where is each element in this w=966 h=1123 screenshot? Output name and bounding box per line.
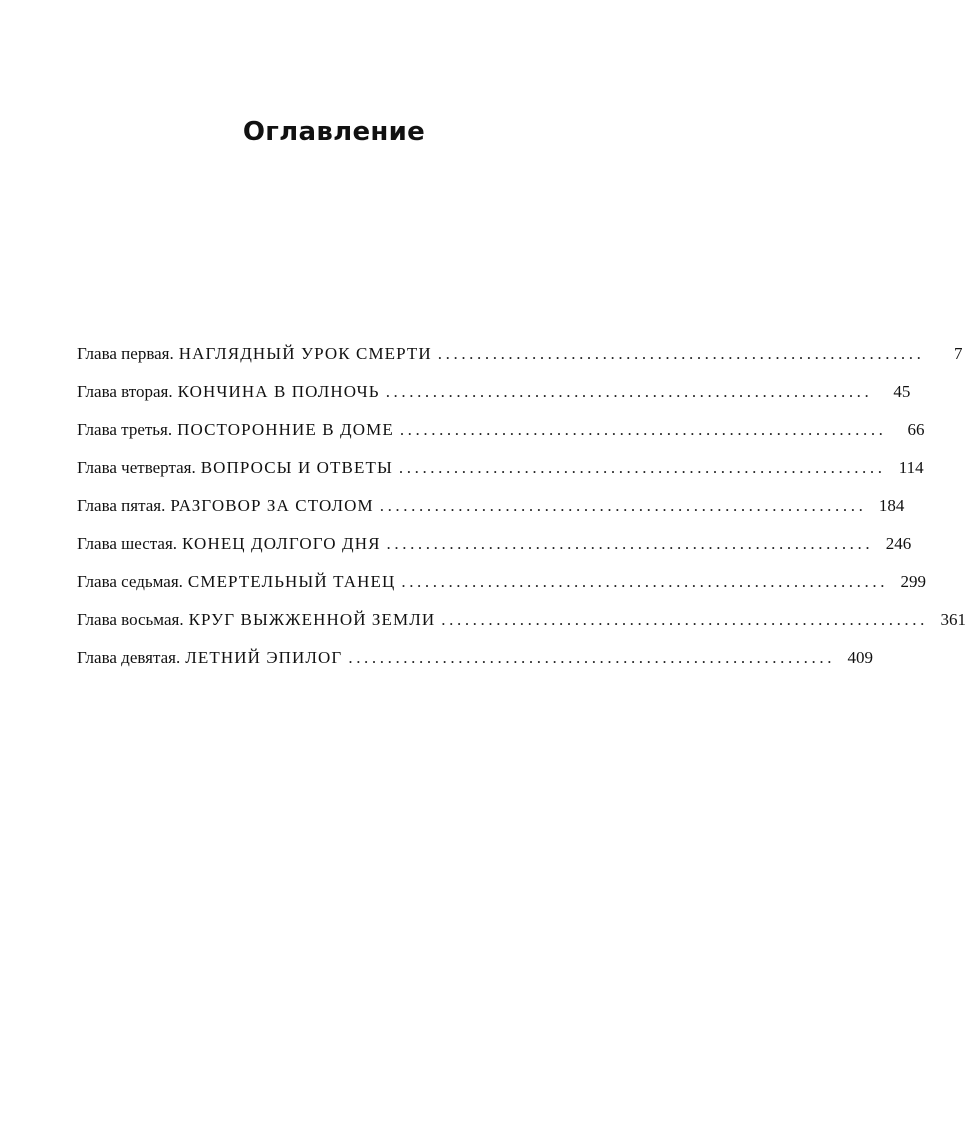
toc-dot-leader: .............................................................. <box>386 534 874 553</box>
toc-dot-leader: .............................................................. <box>401 572 889 591</box>
toc-entry <box>77 534 912 572</box>
toc-chapter-title: КОНЕЦ ДОЛГОГО ДНЯ <box>182 534 381 553</box>
toc-entry <box>77 572 927 610</box>
table-of-contents <box>77 344 966 686</box>
toc-chapter-title: КРУГ ВЫЖЖЕННОЙ ЗЕМЛИ <box>188 610 436 629</box>
toc-dot-leader: .............................................................. <box>348 648 836 667</box>
toc-chapter-title: РАЗГОВОР ЗА СТОЛОМ <box>170 496 374 515</box>
toc-entry <box>77 610 966 648</box>
toc-chapter-label: Глава четвертая. <box>77 458 196 477</box>
toc-dot-leader: .............................................................. <box>399 420 887 439</box>
toc-page-number: 409 <box>847 648 874 667</box>
toc-entry <box>77 648 874 686</box>
toc-chapter-label: Глава девятая. <box>77 648 181 667</box>
toc-chapter-title: ВОПРОСЫ И ОТВЕТЫ <box>200 458 393 477</box>
toc-chapter-label: Глава вторая. <box>77 382 173 401</box>
toc-chapter-label: Глава шестая. <box>77 534 178 553</box>
toc-dot-leader: .............................................................. <box>385 382 873 401</box>
toc-page-number: 45 <box>893 382 911 401</box>
toc-page-number: 361 <box>940 610 966 629</box>
toc-page-number: 114 <box>898 458 924 477</box>
toc-chapter-label: Глава третья. <box>77 420 173 439</box>
toc-page-number: 299 <box>900 572 927 591</box>
toc-dot-leader: .............................................................. <box>379 496 867 515</box>
toc-entry <box>77 420 925 458</box>
toc-entry <box>77 382 911 420</box>
page-title: Оглавление <box>242 117 426 148</box>
toc-page-number: 7 <box>953 344 963 363</box>
toc-page-number: 246 <box>885 534 912 553</box>
toc-page-number: 66 <box>907 420 925 439</box>
toc-entry <box>77 458 924 496</box>
toc-chapter-title: ЛЕТНИЙ ЭПИЛОГ <box>185 648 343 667</box>
toc-entry <box>77 344 963 382</box>
toc-chapter-title: ПОСТОРОННИЕ В ДОМЕ <box>177 420 394 439</box>
toc-chapter-label: Глава первая. <box>77 344 174 363</box>
toc-chapter-title: НАГЛЯДНЫЙ УРОК СМЕРТИ <box>178 344 432 363</box>
toc-entry <box>77 496 905 534</box>
toc-chapter-title: КОНЧИНА В ПОЛНОЧЬ <box>177 382 380 401</box>
toc-chapter-label: Глава седьмая. <box>77 572 183 591</box>
toc-dot-leader: .............................................................. <box>441 610 928 629</box>
toc-chapter-label: Глава восьмая. <box>77 610 184 629</box>
toc-chapter-title: СМЕРТЕЛЬНЫЙ ТАНЕЦ <box>187 572 396 591</box>
toc-page-number: 184 <box>878 496 905 515</box>
toc-dot-leader: .............................................................. <box>437 344 925 363</box>
toc-dot-leader: .............................................................. <box>398 458 886 477</box>
toc-chapter-label: Глава пятая. <box>77 496 166 515</box>
